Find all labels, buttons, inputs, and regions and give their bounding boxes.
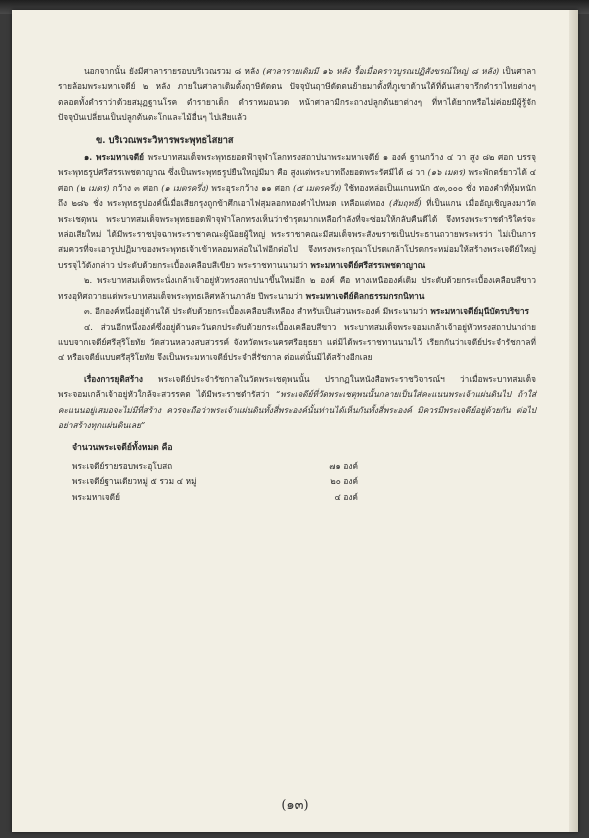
- count-row: [72, 490, 358, 505]
- item-3-chedi-name: พระมหาเจดีย์มุนีบัตรบริขาร: [430, 306, 530, 317]
- intro-note: (ศาลารายเดิมมี ๑๖ หลัง รื้อเมื่อคราวบูรณปฏิสังขรณ์ใหญ่ ๘ หลัง): [262, 66, 500, 76]
- item-1-text-g: พระอุระกว้าง ๑๑ ศอก: [208, 182, 294, 193]
- intro-text: นอกจากนั้น ยังมีศาลารายรอบบริเวณรวม ๘ หลัง: [84, 66, 263, 76]
- item-1-text-e: กว้าง ๓ ศอก: [109, 182, 162, 193]
- item-3-text: ๓. อีกองค์หนึ่งอยู่ด้านใต้ ประดับด้วยกระเบื้องเคลือบสีเหลือง สำหรับเป็นส่วนพระองค์ มีพระนามว่า: [84, 306, 431, 317]
- item-1-note-d: (๒ เมตร): [76, 182, 110, 193]
- item-1-text-a: พระบาทสมเด็จพระพุทธยอดฟ้าจุฬาโลกทรงสถาปนาพระมหาเจดีย์ ๑ องค์ ฐานกว้าง ๔ วา สูง ๘๒ ศอก บรรจุพระพุทธรูปศรีสรรเพชดาญาณ ซึ่งเป็นพระพุทธรูปยืนใหญ่มีมา คือ สูงแต่พระบาทถึงยอดพระรัศมีได้ ๘ วา: [58, 152, 536, 178]
- document-page: [12, 10, 578, 832]
- item-1-note-h: (๕ เมตรครึ่ง): [293, 182, 342, 193]
- count-row-value: ๔ องค์: [334, 491, 358, 502]
- count-row-value: ๒๐ องค์: [330, 476, 358, 487]
- count-row-label: พระเจดีย์ฐานเดียวหมู่ ๕ รวม ๔ หมู่: [72, 476, 197, 487]
- item-1-text-i: ใช้ทองหล่อเป็นแกนหนัก ๕๓,๐๐๐ ชั่ง ทองคำที่หุ้มหนักถึง ๒๘๖ ชั่ง พระพุทธรูปองค์นี้เมื่อเสียกรุงถูกข้าศึกเอาไฟสุมลอกทองคำไปหมด เหลือแต่ทอง: [58, 182, 537, 209]
- intro-paragraph: [58, 64, 536, 126]
- item-1-chedi-name: พระมหาเจดีย์ศรีสรรเพชดาญาณ: [310, 259, 426, 270]
- item-4-paragraph: [58, 320, 536, 366]
- closing-text: พระเจดีย์ประจำรัชกาลในวัดพระเชตุพนนั้น ปรากฏในหนังสือพระราชวิจารณ์ฯ ว่าเมื่อพระบาทสมเด็จพระจอมเกล้าเจ้าอยู่หัวใกล้จะสวรรคต ได้มีพระราชดำรัสว่า: [58, 373, 536, 400]
- item-1-label: ๑. พระมหาเจดีย์: [84, 152, 144, 163]
- item-4-text: ๔. ส่วนอีกหนึ่งองค์ซึ่งอยู่ด้านตะวันตกประดับด้วยกระเบื้องเคลือบสีขาว พระบาทสมเด็จพระจอมเกล้าเจ้าอยู่หัวทรงสถาปนาถ่ายแบบจากเจดีย์ศรีสุริโยทัย วัดสวนหลวงสบสวรรค์ จังหวัดพระนครศรีอยุธยา แต่มิได้พระราชทานนามไว้ เรียกกันว่าเจดีย์ประจำรัชกาลที่ ๔ หรือเจดีย์แบบศรีสุริโยทัย จึงเป็นพระมหาเจดีย์ประจำสี่รัชกาล ต่อแต่นั้นมิได้สร้างอีกเลย: [58, 321, 536, 363]
- item-1-text-k: ที่เป็นแกน เมื่ออัญเชิญลงมาวัดพระเชตุพน พระบาทสมเด็จพระพุทธยอดฟ้าจุฬาโลกทรงเห็นว่าชำรุดมากเหลือกำลังที่จะซ่อมให้กลับคืนดีได้ จึงทรงพระราชดำริใคร่จะหล่อเสียใหม่ ได้มีพระราชปุจฉาพระราชาคณะผู้น้อยผู้ใหญ่ พระราชาคณะมีสมเด็จพระสังฆราชเป็นประธานถวายพระพรว่า ไม่เป็นการสมควรที่จะเอารูปปฏิมาของพระพุทธเจ้าเข้าหลอมหล่อในไฟอีกต่อไป จึงทรงพระกรุณาโปรดเกล้าโปรดกระหม่อมให้สร้างพระเจดีย์ใหญ่บรรจุไว้ดังกล่าว ประดับด้วยกระเบื้องเคลือบสีเขียว พระราชทานนามว่า: [58, 198, 536, 270]
- page-binding-shadow: [569, 10, 578, 832]
- item-2-text: ๒. พระบาทสมเด็จพระนั่งเกล้าเจ้าอยู่หัวทรงสถาปนาขึ้นใหม่อีก ๒ องค์ คือ ทางเหนือองค์เดิม ประดับด้วยกระเบื้องเคลือบสีขาว ทรงอุทิศถวายแด่พระบาทสมเด็จพระพุทธเลิศหล้านภาลัย ปีพระนามว่า: [58, 275, 536, 301]
- item-1-note-j: (สัมฤทธิ์): [389, 198, 422, 209]
- count-row: [72, 474, 358, 489]
- item-3-paragraph: [58, 304, 536, 319]
- royal-quote: “พระเจดีย์ที่วัดพระเชตุพนนั้นกลายเป็นใส่คะแนนพระเจ้าแผ่นดินไป ถ้าใส่คะแนนอยู่เสมอจะไม่มีที่สร้าง ควรจะถือว่าพระเจ้าแผ่นดินทั้งสี่พระองค์นั้นท่านได้เห็นกันทั้งสี่พระองค์ มิควรมีพระเจดีย์อยู่ด้วยกัน ต่อไปอย่าสร้างทุกแผ่นดินเลย”: [58, 389, 537, 430]
- count-row-value: ๗๑ องค์: [329, 460, 358, 471]
- count-row: [72, 459, 358, 474]
- item-1-paragraph: [58, 150, 536, 273]
- item-1-text-c: พระพักตร์ยาวได้ ๔ ศอก: [58, 167, 536, 193]
- count-row-label: พระมหาเจดีย์: [72, 491, 120, 502]
- closing-heading: เรื่องการยุติสร้าง: [84, 373, 143, 384]
- intro-text-cont: เป็นศาลารายล้อมพระมหาเจดีย์ ๒ หลัง ภายในศาลาเดิมตั้งฤาษีดัดตน ปัจจุบันฤาษีดัดตนย้ายมาตั้งที่ภูเขาด้านใต้ที่ต้นเสาจารึกตำราไทยต่างๆ ตลอดทั้งตำราว่าด้วยสมุฏฐานโรค ตำรายาเด็ก ตำราหมอนวด หน้าศาลามีกระถางปลูกต้นยาต่างๆ ที่หาได้ยากหรือไม่ค่อยมีผู้รู้จัก ปัจจุบันเปลี่ยนเป็นปลูกต้นตะโกและไม้อื่นๆ ไปเสียแล้ว: [58, 66, 536, 123]
- item-2-chedi-name: พระมหาเจดีย์ดิลกธรรมกรกนิทาน: [305, 290, 425, 301]
- section-heading: ข. บริเวณพระวิหารพระพุทธไสยาส: [96, 134, 234, 146]
- item-1-note-b: (๑๖ เมตร): [427, 167, 466, 178]
- page-number: (๑๓): [281, 798, 309, 813]
- item-1-note-f: (๑ เมตรครึ่ง): [161, 182, 209, 193]
- count-heading: จำนวนพระเจดีย์ทั้งหมด คือ: [72, 443, 173, 454]
- count-row-label: พระเจดีย์รายรอบพระอุโบสถ: [72, 460, 173, 471]
- closing-paragraph: [58, 372, 536, 434]
- page-content: [58, 64, 536, 505]
- item-2-paragraph: [58, 273, 536, 304]
